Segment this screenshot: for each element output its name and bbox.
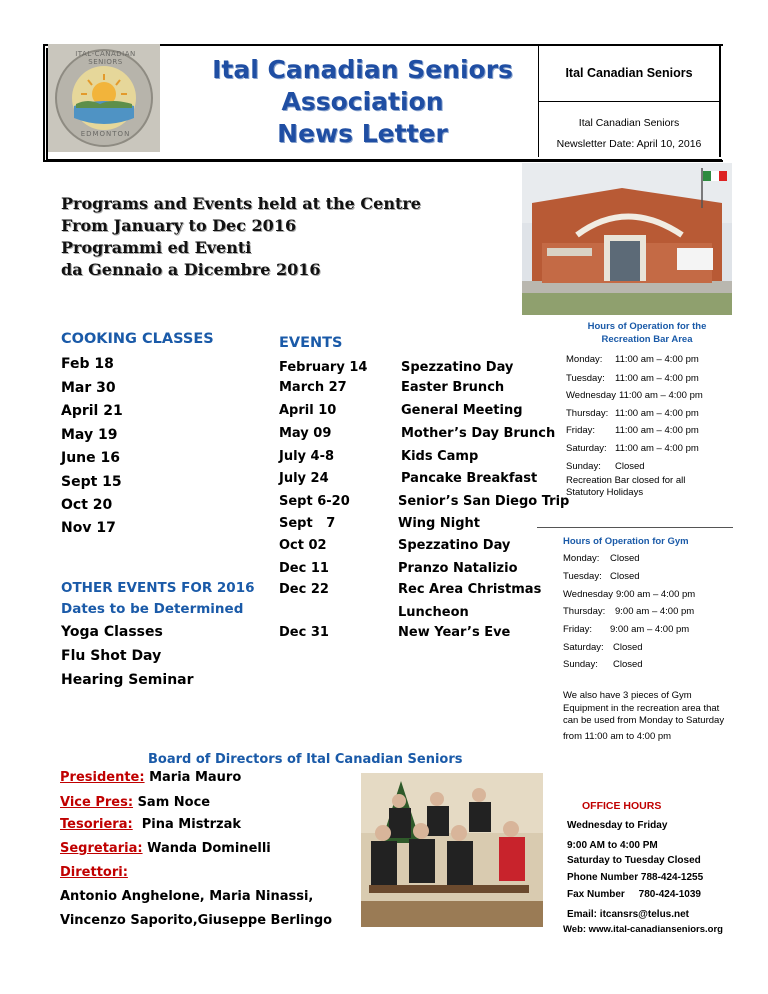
office-line: Fax Number 780-424-1039 xyxy=(567,889,701,900)
event-row xyxy=(279,516,480,531)
website: Web: www.ital-canadianseniors.org xyxy=(563,924,723,935)
event-name: Senior’s San Diego Trip xyxy=(398,494,570,509)
board-role: Presidente: xyxy=(60,770,145,785)
title-line-1: Ital Canadian Seniors xyxy=(212,55,513,84)
event-row xyxy=(279,538,511,553)
gym-time: 9:00 am – 4:00 pm xyxy=(616,589,696,600)
title-line-3: News Letter xyxy=(277,119,448,148)
board-role: Tesoriera: xyxy=(60,817,133,832)
event-date: Oct 02 xyxy=(279,538,327,553)
logo-text-bottom: EDMONTON xyxy=(80,130,131,138)
gym-time: 9:00 am – 4:00 pm xyxy=(615,606,695,617)
gym-day: Monday: xyxy=(563,553,600,564)
board-role: Segretaria: xyxy=(60,841,143,856)
cooking-date: Nov 17 xyxy=(61,520,116,536)
board-heading: Board of Directors of Ital Canadian Seniors xyxy=(148,752,463,767)
event-date: April 10 xyxy=(279,403,337,418)
event-name: Kids Camp xyxy=(401,449,479,464)
gym-hours-row xyxy=(563,553,640,564)
building-photo xyxy=(522,163,732,315)
gym-hours-row xyxy=(563,659,643,670)
gym-note-line: We also have 3 pieces of Gym xyxy=(563,690,692,701)
event-row xyxy=(279,403,523,418)
other-event-item: Yoga Classes xyxy=(61,624,163,640)
programs-line-3: Programmi ed Eventi xyxy=(61,238,252,257)
board-member xyxy=(60,770,241,785)
event-row xyxy=(279,494,570,509)
directors-line: Antonio Anghelone, Maria Ninassi, xyxy=(60,889,314,904)
bar-hours-row xyxy=(566,354,699,365)
gym-day: Friday: xyxy=(563,624,593,635)
gym-hours-row xyxy=(563,589,696,600)
event-row xyxy=(279,426,556,441)
info-box-date: Newsletter Date: April 10, 2016 xyxy=(556,138,702,150)
programs-line-1: Programs and Events held at the Centre xyxy=(61,194,421,213)
event-date: July 24 xyxy=(279,471,329,486)
directors-line: Vincenzo Saporito,Giuseppe Berlingo xyxy=(60,913,333,928)
bar-note-line: Recreation Bar closed for all xyxy=(566,475,686,486)
bar-time: 11:00 am – 4:00 pm xyxy=(615,408,699,419)
office-line: Email: itcansrs@telus.net xyxy=(567,909,690,920)
event-name: General Meeting xyxy=(401,403,523,418)
gym-note xyxy=(563,690,724,743)
newsletter-title xyxy=(210,54,515,150)
event-row xyxy=(279,471,538,486)
board-member xyxy=(60,795,210,810)
bar-heading-line: Hours of Operation for the xyxy=(587,321,707,332)
bar-day: Friday: xyxy=(566,425,596,436)
bar-hours-row xyxy=(566,373,699,384)
board-name: Maria Mauro xyxy=(149,770,242,785)
event-name: New Year’s Eve xyxy=(398,625,511,640)
event-date: Sept 6-20 xyxy=(279,494,350,509)
gym-time: Closed xyxy=(613,642,643,653)
bar-day: Saturday: xyxy=(566,443,607,454)
bar-hours-row xyxy=(566,443,699,454)
gym-time: Closed xyxy=(613,659,643,670)
cooking-heading: COOKING CLASSES xyxy=(61,331,214,347)
cooking-date: Mar 30 xyxy=(61,380,116,396)
bar-note-line: Statutory Holidays xyxy=(566,487,644,498)
bar-time: 11:00 am – 4:00 pm xyxy=(619,390,703,401)
gym-hours-row xyxy=(563,606,695,617)
bar-day: Sunday: xyxy=(566,461,601,472)
other-events-heading: OTHER EVENTS FOR 2016 xyxy=(61,580,255,596)
bar-note xyxy=(566,475,685,499)
event-name: Luncheon xyxy=(398,605,469,620)
bar-time: 11:00 am – 4:00 pm xyxy=(615,354,699,365)
bar-hours-row xyxy=(566,461,645,472)
event-date: March 27 xyxy=(279,380,347,395)
board-name: Sam Noce xyxy=(137,795,211,810)
title-line-2: Association xyxy=(281,87,444,116)
event-row xyxy=(279,625,511,640)
bar-time: Closed xyxy=(615,461,645,472)
other-event-item: Hearing Seminar xyxy=(61,672,194,688)
info-box-divider xyxy=(539,101,719,102)
event-date: July 4-8 xyxy=(279,449,335,464)
board-member xyxy=(60,865,128,880)
bar-time: 11:00 am – 4:00 pm xyxy=(615,443,699,454)
gym-day: Tuesday: xyxy=(563,571,602,582)
board-role: Direttori: xyxy=(60,865,128,880)
event-row xyxy=(279,360,514,375)
event-date: Dec 11 xyxy=(279,561,329,576)
info-box-title: Ital Canadian Seniors xyxy=(565,66,693,80)
programs-line-2: From January to Dec 2016 xyxy=(61,216,297,235)
gym-day: Saturday: xyxy=(563,642,604,653)
gym-day: Sunday: xyxy=(563,659,598,670)
board-member xyxy=(60,817,241,832)
gym-hours-row xyxy=(563,642,643,653)
header-info-box xyxy=(538,44,721,157)
event-name: Spezzatino Day xyxy=(401,360,514,375)
board-name: Wanda Dominelli xyxy=(147,841,271,856)
event-row xyxy=(279,582,542,597)
bar-hours-heading xyxy=(567,320,727,346)
board-name: Pina Mistrzak xyxy=(141,817,242,832)
gym-hours-heading: Hours of Operation for Gym xyxy=(563,536,689,547)
gym-day: Thursday: xyxy=(563,606,606,617)
bar-day: Thursday: xyxy=(566,408,609,419)
board-photo xyxy=(361,773,543,927)
event-name: Mother’s Day Brunch xyxy=(401,426,556,441)
cooking-date: Feb 18 xyxy=(61,356,114,372)
event-name: Rec Area Christmas xyxy=(398,582,542,597)
other-event-item: Flu Shot Day xyxy=(61,648,162,664)
bar-time: 11:00 am – 4:00 pm xyxy=(615,373,699,384)
event-name: Wing Night xyxy=(398,516,480,531)
bar-day: Wednesday xyxy=(566,390,616,401)
cooking-date: Sept 15 xyxy=(61,474,122,490)
other-events-subheading: Dates to be Determined xyxy=(61,601,244,617)
event-name: Spezzatino Day xyxy=(398,538,511,553)
info-box-org: Ital Canadian Seniors xyxy=(578,117,680,129)
bar-hours-row xyxy=(566,408,699,419)
cooking-date: April 21 xyxy=(61,403,123,419)
gym-hours-row xyxy=(563,571,640,582)
office-line: 9:00 AM to 4:00 PM xyxy=(567,840,658,851)
programs-line-4: da Gennaio a Dicembre 2016 xyxy=(61,260,321,279)
event-name: Pranzo Natalizio xyxy=(398,561,518,576)
event-row xyxy=(279,449,479,464)
office-hours-heading: OFFICE HOURS xyxy=(582,800,662,812)
gym-day: Wednesday xyxy=(563,589,613,600)
board-member xyxy=(60,841,271,856)
event-date: Dec 31 xyxy=(279,625,329,640)
event-date: Dec 22 xyxy=(279,582,329,597)
cooking-date: June 16 xyxy=(61,450,120,466)
gym-note-line: Equipment in the recreation area that xyxy=(563,702,720,714)
hours-divider xyxy=(537,527,733,528)
gym-note-line: from 11:00 am to 4:00 pm xyxy=(563,730,672,742)
gym-time: 9:00 am – 4:00 pm xyxy=(610,624,690,635)
cooking-date: Oct 20 xyxy=(61,497,113,513)
office-line: Phone Number 788-424-1255 xyxy=(567,872,704,883)
bar-heading-line: Recreation Bar Area xyxy=(601,334,693,345)
event-name: Easter Brunch xyxy=(401,380,505,395)
event-date: Sept 7 xyxy=(279,516,336,531)
board-role: Vice Pres: xyxy=(60,795,134,810)
bar-day: Tuesday: xyxy=(566,373,605,384)
event-date: May 09 xyxy=(279,426,332,441)
events-heading: EVENTS xyxy=(279,335,343,351)
programs-heading xyxy=(61,193,421,281)
office-line: Saturday to Tuesday Closed xyxy=(567,855,701,866)
gym-hours-row xyxy=(563,624,690,635)
gym-time: Closed xyxy=(610,553,640,564)
bar-hours-row xyxy=(566,425,699,436)
gym-time: Closed xyxy=(610,571,640,582)
event-name: Pancake Breakfast xyxy=(401,471,538,486)
office-line: Wednesday to Friday xyxy=(567,820,668,831)
bar-time: 11:00 am – 4:00 pm xyxy=(615,425,699,436)
bar-day: Monday: xyxy=(566,354,603,365)
event-row xyxy=(279,561,518,576)
event-row xyxy=(279,380,505,395)
logo-text-top: ITAL-CANADIAN SENIORS xyxy=(75,50,136,66)
event-date: February 14 xyxy=(279,360,368,375)
cooking-date: May 19 xyxy=(61,427,118,443)
gym-note-line: can be used from Monday to Saturday xyxy=(563,715,725,726)
bar-hours-row xyxy=(566,390,703,401)
